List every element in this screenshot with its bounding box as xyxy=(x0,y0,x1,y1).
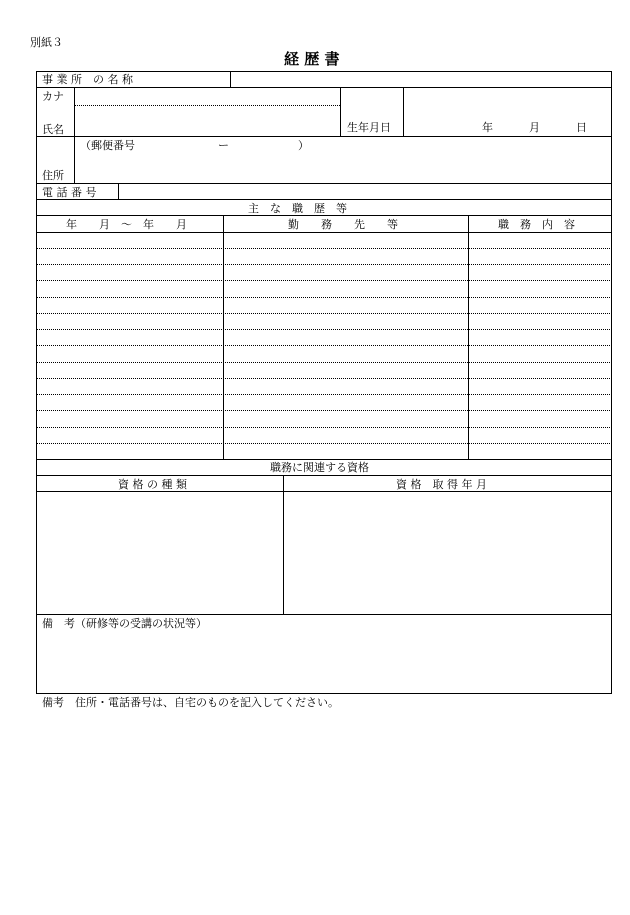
row-line xyxy=(36,215,612,216)
career-col-workplace: 勤 務 先 等 xyxy=(288,218,398,231)
qualification-header-line xyxy=(36,491,612,492)
row-line xyxy=(36,199,612,200)
career-row-line xyxy=(36,410,612,411)
career-row-line xyxy=(36,394,612,395)
birth-day-label: 日 xyxy=(576,121,587,134)
office-name-label: 事 業 所 の 名 称 xyxy=(42,73,133,86)
qualification-col-date: 資 格 取 得 年 月 xyxy=(396,478,487,491)
career-row-line xyxy=(36,427,612,428)
postal-close: ） xyxy=(298,139,309,152)
career-row-line xyxy=(36,280,612,281)
postal-code-label: （郵便番号 xyxy=(80,139,135,152)
row-line xyxy=(36,459,612,460)
career-form xyxy=(36,71,612,694)
career-section-title: 主 な 職 歴 等 xyxy=(248,202,347,215)
office-name-divider xyxy=(230,71,231,87)
career-row-line xyxy=(36,248,612,249)
qualifications-section-title: 職務に関連する資格 xyxy=(270,461,369,474)
career-row-line xyxy=(36,313,612,314)
career-col-divider-2 xyxy=(468,215,469,459)
birth-year-label: 年 xyxy=(482,121,493,134)
attachment-label: 別紙３ xyxy=(30,36,63,49)
kana-name-separator xyxy=(74,105,340,106)
career-col-period: 年 月 ～ 年 月 xyxy=(66,218,187,231)
name-label-divider xyxy=(74,87,75,136)
address-label: 住所 xyxy=(42,169,64,182)
postal-dash: ー xyxy=(218,139,229,152)
row-line xyxy=(36,136,612,137)
row-line xyxy=(36,183,612,184)
qualification-col-type: 資 格 の 種 類 xyxy=(118,478,187,491)
row-line xyxy=(36,87,612,88)
name-label: 氏名 xyxy=(42,123,64,136)
career-row-line xyxy=(36,378,612,379)
career-row-line xyxy=(36,443,612,444)
phone-label: 電 話 番 号 xyxy=(42,186,97,199)
birth-month-label: 月 xyxy=(529,121,540,134)
career-row-line xyxy=(36,264,612,265)
qualification-col-divider xyxy=(283,475,284,614)
career-col-duties: 職 務 内 容 xyxy=(498,218,575,231)
career-row-line xyxy=(36,345,612,346)
page-title: 経 歴 書 xyxy=(284,50,340,68)
row-line xyxy=(36,614,612,615)
birthdate-divider-left xyxy=(340,87,341,136)
career-row-line xyxy=(36,329,612,330)
address-label-divider xyxy=(74,136,75,183)
remarks-label: 備 考（研修等の受講の状況等） xyxy=(42,617,207,630)
birthdate-divider-right xyxy=(403,87,404,136)
career-header-line xyxy=(36,232,612,233)
row-line xyxy=(36,475,612,476)
career-row-line xyxy=(36,297,612,298)
career-col-divider-1 xyxy=(223,215,224,459)
birthdate-label: 生年月日 xyxy=(347,121,391,134)
career-row-line xyxy=(36,362,612,363)
phone-label-divider xyxy=(118,183,119,199)
footer-note: 備考 住所・電話番号は、自宅のものを記入してください。 xyxy=(42,696,339,709)
kana-label: カナ xyxy=(42,90,64,103)
